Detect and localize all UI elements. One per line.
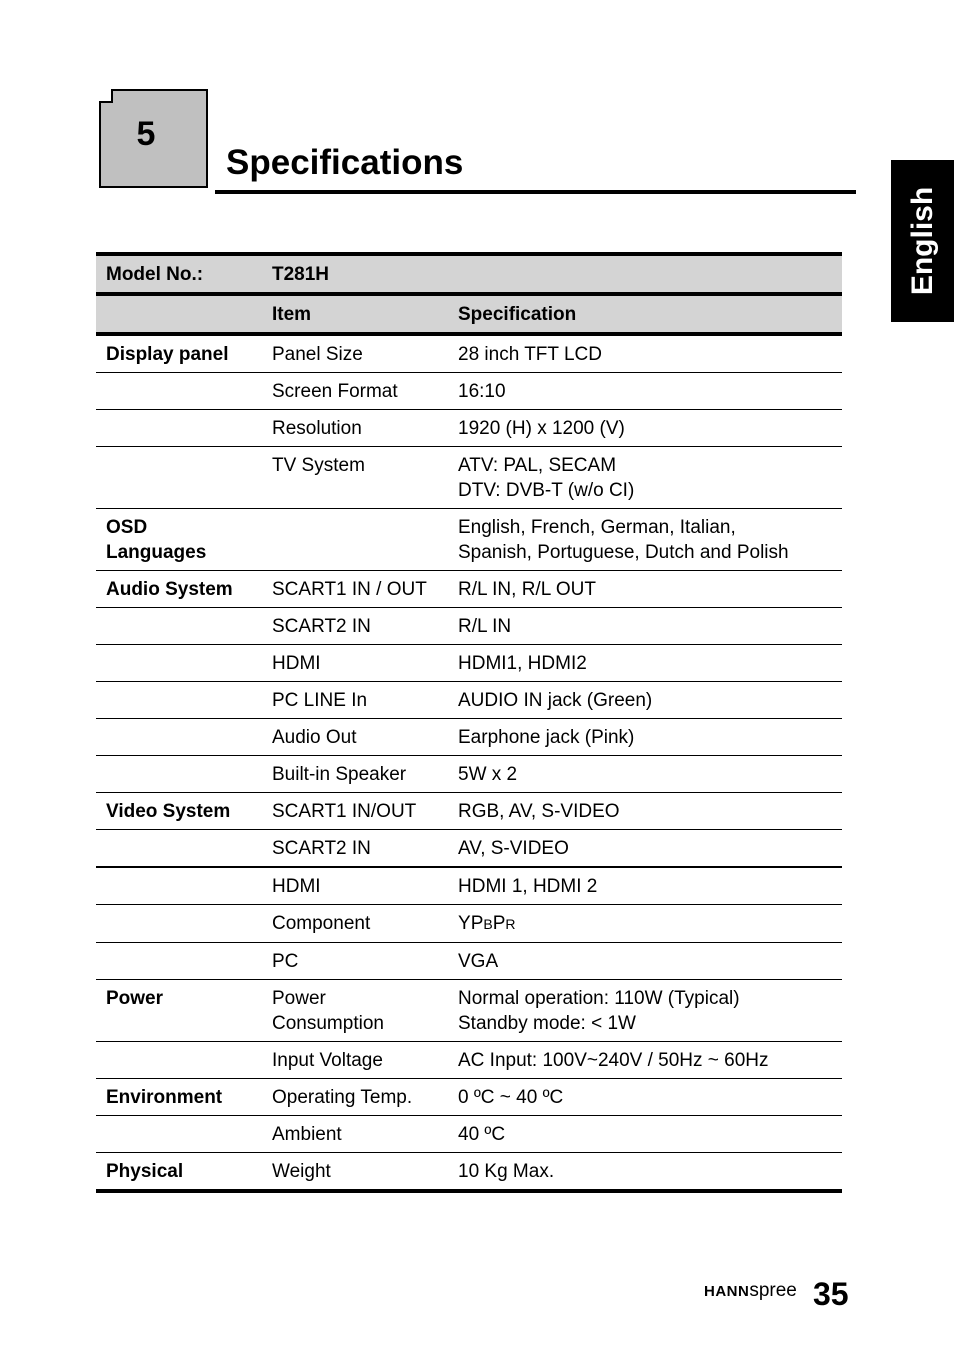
- spec-cell-line: Earphone jack (Pink): [458, 727, 635, 748]
- category-cell: [96, 334, 262, 373]
- category-cell: [96, 867, 262, 905]
- table-row: [96, 571, 842, 608]
- spec-cell: [448, 571, 842, 608]
- spec-cell-line: Spanish, Portuguese, Dutch and Polish: [458, 542, 789, 563]
- spec-part: B: [483, 916, 493, 932]
- table-row: [96, 334, 842, 373]
- item-cell-line: Built-in Speaker: [272, 764, 407, 785]
- item-cell-line: SCART1 IN / OUT: [272, 579, 427, 600]
- model-value: T281H: [262, 254, 448, 294]
- table-row: [96, 608, 842, 645]
- category-cell: [96, 1153, 262, 1192]
- table-row: [96, 682, 842, 719]
- spec-cell-line: 1920 (H) x 1200 (V): [458, 418, 625, 439]
- brand-logo-bold: HANN: [704, 1283, 750, 1300]
- table-row: [96, 645, 842, 682]
- spec-cell: [448, 793, 842, 830]
- item-cell: [262, 608, 448, 645]
- category-cell-line: Languages: [106, 542, 207, 563]
- item-cell-line: SCART2 IN: [272, 616, 371, 637]
- chapter-number-box: [99, 89, 207, 187]
- table-row: [96, 830, 842, 868]
- item-cell: [262, 410, 448, 447]
- table-row: [96, 1079, 842, 1116]
- table-row: [96, 410, 842, 447]
- item-cell: [262, 867, 448, 905]
- item-cell: [262, 682, 448, 719]
- item-cell-line: Consumption: [272, 1013, 384, 1034]
- category-cell: [96, 447, 262, 509]
- category-cell-line: Power: [106, 988, 164, 1009]
- spec-cell: [448, 830, 842, 868]
- spec-cell: [448, 1153, 842, 1192]
- item-cell-line: Operating Temp.: [272, 1087, 413, 1108]
- category-cell-line: Video System: [106, 801, 231, 822]
- category-cell: [96, 980, 262, 1042]
- table-row: [96, 447, 842, 509]
- header-category: [96, 294, 262, 334]
- spec-cell: [448, 756, 842, 793]
- item-cell-line: Weight: [272, 1161, 331, 1182]
- item-cell: [262, 793, 448, 830]
- spec-cell: [448, 1116, 842, 1153]
- spec-part: P: [492, 913, 506, 934]
- spec-cell-line: 28 inch TFT LCD: [458, 344, 602, 365]
- spec-part: R: [505, 916, 516, 932]
- category-cell-line: OSD: [106, 517, 148, 538]
- item-cell: [262, 830, 448, 868]
- category-cell: [96, 1042, 262, 1079]
- spec-cell: [448, 1042, 842, 1079]
- item-cell-line: SCART2 IN: [272, 838, 371, 859]
- spec-cell-line: ATV: PAL, SECAM: [458, 455, 617, 476]
- model-row: [96, 254, 842, 294]
- table-row: [96, 793, 842, 830]
- item-cell: [262, 447, 448, 509]
- item-cell-line: Screen Format: [272, 381, 398, 402]
- table-row: [96, 980, 842, 1042]
- item-cell-line: TV System: [272, 455, 365, 476]
- category-cell: [96, 793, 262, 830]
- spec-cell-line: 5W x 2: [458, 764, 518, 785]
- spec-cell-line: Normal operation: 110W (Typical): [458, 988, 740, 1009]
- spec-cell: [448, 905, 842, 943]
- spec-cell: [448, 373, 842, 410]
- item-cell-line: Panel Size: [272, 344, 363, 365]
- spec-cell-line: AV, S-VIDEO: [458, 838, 569, 859]
- category-cell-line: Audio System: [106, 579, 233, 600]
- category-cell: [96, 756, 262, 793]
- language-tab-label: English: [905, 186, 939, 296]
- page-number: 35: [813, 1276, 849, 1312]
- category-cell: [96, 608, 262, 645]
- spec-cell-line: R/L IN: [458, 616, 512, 637]
- header-item: Item: [262, 294, 448, 334]
- item-cell-line: Ambient: [272, 1124, 342, 1145]
- item-cell-line: Audio Out: [272, 727, 357, 748]
- table-row: [96, 867, 842, 905]
- table-row: [96, 509, 842, 571]
- table-row: [96, 1042, 842, 1079]
- category-cell: [96, 373, 262, 410]
- item-cell: [262, 334, 448, 373]
- spec-part: P: [470, 913, 484, 934]
- spec-cell-line: 0 ºC ~ 40 ºC: [458, 1087, 564, 1108]
- spec-cell: [448, 867, 842, 905]
- item-cell-line: Power: [272, 988, 326, 1009]
- category-cell: [96, 1079, 262, 1116]
- table-row: [96, 1116, 842, 1153]
- category-cell: [96, 905, 262, 943]
- item-cell-line: PC: [272, 951, 299, 972]
- spec-cell: [448, 509, 842, 571]
- item-cell: [262, 980, 448, 1042]
- item-cell-line: PC LINE In: [272, 690, 368, 711]
- item-cell-line: SCART1 IN/OUT: [272, 801, 417, 822]
- language-tab: [891, 160, 954, 322]
- item-cell-line: Resolution: [272, 418, 362, 439]
- item-cell: [262, 1116, 448, 1153]
- spec-cell-line: AC Input: 100V~240V / 50Hz ~ 60Hz: [458, 1050, 769, 1071]
- item-cell: [262, 905, 448, 943]
- item-cell: [262, 756, 448, 793]
- title-rule: [215, 190, 856, 194]
- spec-cell-line: RGB, AV, S-VIDEO: [458, 801, 620, 822]
- brand-logo-light: spree: [749, 1280, 797, 1301]
- header-row: [96, 294, 842, 334]
- item-cell: [262, 571, 448, 608]
- category-cell: [96, 410, 262, 447]
- spec-cell: [448, 608, 842, 645]
- category-cell: [96, 943, 262, 980]
- spec-cell: [448, 980, 842, 1042]
- table-row: [96, 905, 842, 943]
- table-row: [96, 373, 842, 410]
- spec-cell: [448, 719, 842, 756]
- category-cell-line: Physical: [106, 1161, 184, 1182]
- table-row: [96, 719, 842, 756]
- item-cell-line: Input Voltage: [272, 1050, 383, 1071]
- spec-cell-line: VGA: [458, 951, 499, 972]
- table-row: [96, 943, 842, 980]
- spec-cell: [448, 645, 842, 682]
- category-cell: [96, 1116, 262, 1153]
- spec-cell: [448, 447, 842, 509]
- model-label: Model No.:: [96, 254, 262, 294]
- category-cell-line: Display panel: [106, 344, 229, 365]
- spec-cell-line: 10 Kg Max.: [458, 1161, 555, 1182]
- category-cell: [96, 830, 262, 868]
- spec-cell-line: 40 ºC: [458, 1124, 506, 1145]
- category-cell: [96, 719, 262, 756]
- item-cell: [262, 1153, 448, 1192]
- spec-cell: [448, 682, 842, 719]
- spec-cell: [448, 334, 842, 373]
- spec-cell-line: Standby mode: < 1W: [458, 1013, 636, 1034]
- spec-cell-line: English, French, German, Italian,: [458, 517, 736, 538]
- item-cell: [262, 719, 448, 756]
- brand-logo: [704, 1280, 797, 1302]
- page-title: Specifications: [226, 143, 464, 182]
- spec-cell: [448, 410, 842, 447]
- table-row: [96, 1153, 842, 1192]
- category-cell: [96, 645, 262, 682]
- spec-cell: [448, 1079, 842, 1116]
- category-cell-line: Environment: [106, 1087, 223, 1108]
- spec-cell-line: HDMI 1, HDMI 2: [458, 876, 598, 897]
- chapter-number: 5: [136, 115, 156, 153]
- table-row: [96, 756, 842, 793]
- category-cell: [96, 571, 262, 608]
- item-cell: [262, 645, 448, 682]
- spec-cell-line: AUDIO IN jack (Green): [458, 690, 653, 711]
- item-cell: [262, 373, 448, 410]
- spec-cell-line: DTV: DVB-T (w/o CI): [458, 480, 635, 501]
- item-cell: [262, 509, 448, 571]
- item-cell: [262, 1042, 448, 1079]
- specifications-table: [96, 252, 842, 1193]
- item-cell: [262, 943, 448, 980]
- item-cell-line: HDMI: [272, 876, 321, 897]
- header-specification: Specification: [448, 294, 842, 334]
- category-cell: [96, 509, 262, 571]
- spec-cell: [448, 943, 842, 980]
- spec-cell-line: R/L IN, R/L OUT: [458, 579, 596, 600]
- spec-cell-line: HDMI1, HDMI2: [458, 653, 587, 674]
- spec-part: Y: [458, 913, 471, 934]
- item-cell: [262, 1079, 448, 1116]
- category-cell: [96, 682, 262, 719]
- item-cell-line: HDMI: [272, 653, 321, 674]
- item-cell-line: Component: [272, 913, 371, 934]
- model-spacer: [448, 254, 842, 294]
- spec-cell-line: 16:10: [458, 381, 506, 402]
